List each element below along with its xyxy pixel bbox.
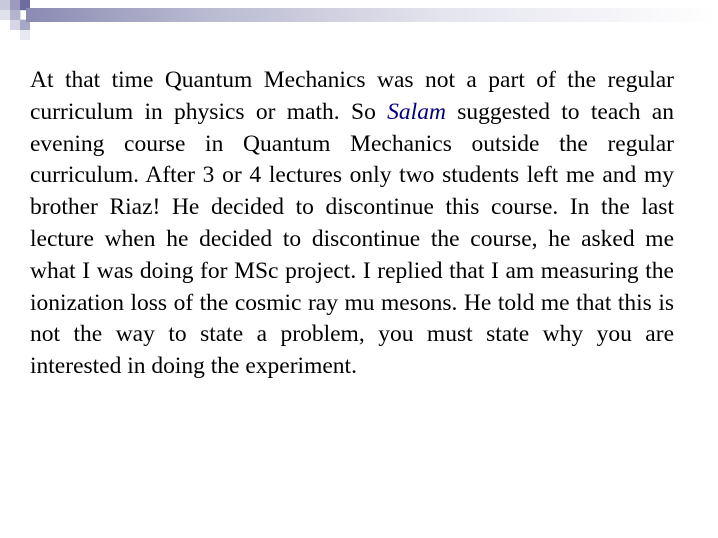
body-text-part-2: suggested to teach an evening course in Quantum Mechanics outside the regular curriculum. After 3 or 4 lectures only two students left me and my brother Riaz! He decided to discontinue this course. In the last lecture when he decided to discontinue the course, he asked me what I was doing for MSc project. I replied that I am measuring the ionization loss of the cosmic ray mu mesons. He told me that this is not the way to state a problem, you must state why you are interested in doing the experiment. [30,98,674,380]
body-text-part-1: At that time Quantum Mechanics was not a part of the regular curriculum in physics or math. So [30,67,674,125]
highlighted-name: Salam [387,98,446,125]
slide-header-decoration [0,0,718,40]
header-fade-bar [26,8,718,22]
slide-body-text [30,65,674,383]
